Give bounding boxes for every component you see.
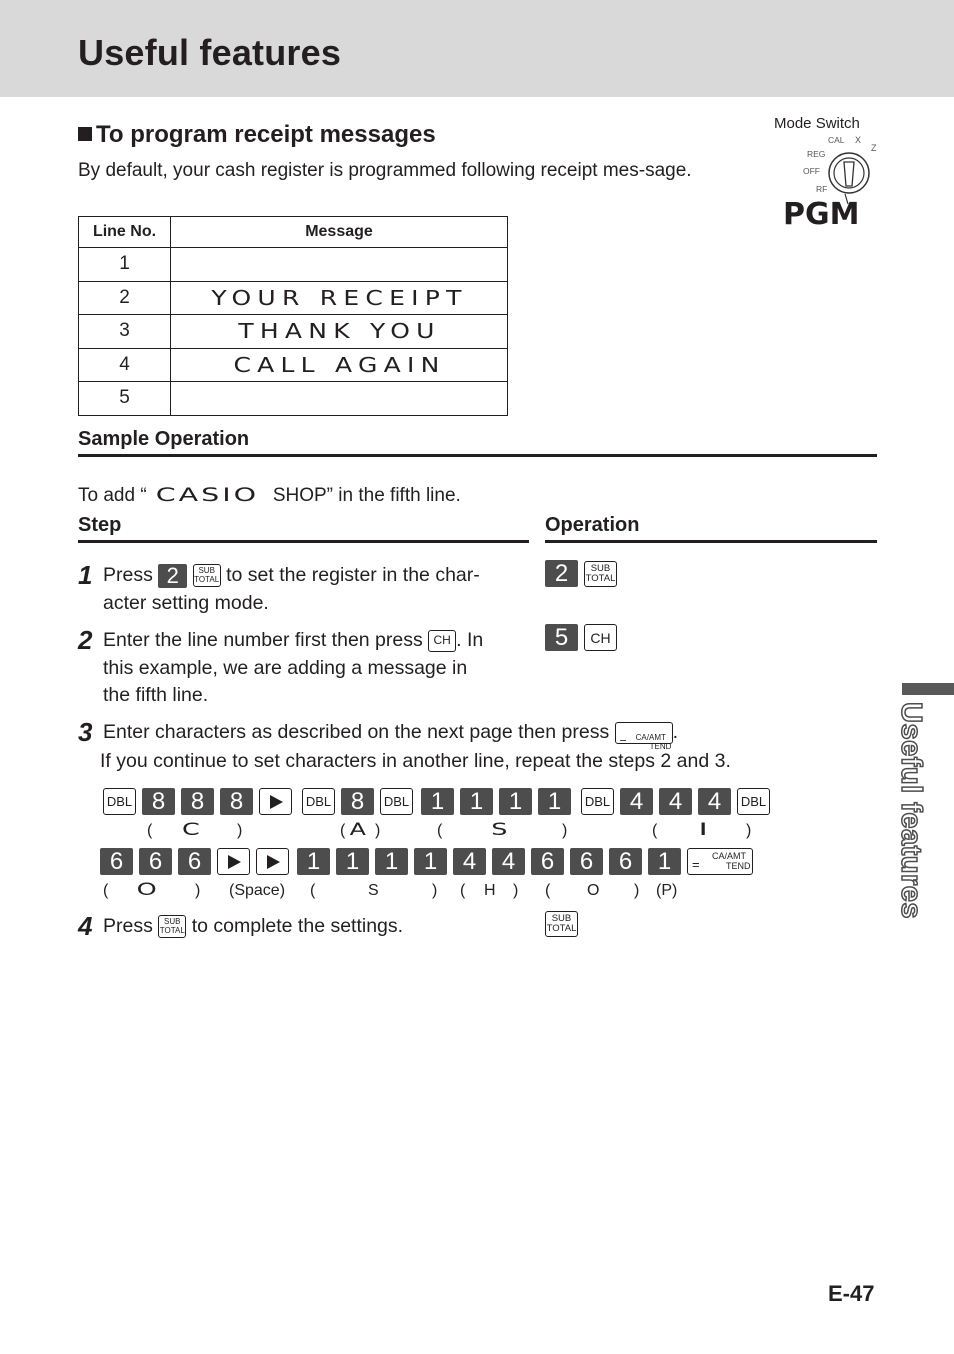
table-header-row — [79, 217, 508, 248]
table-row — [79, 248, 508, 282]
key-2: 2 — [545, 560, 578, 587]
side-tab-label: Useful features — [895, 702, 927, 920]
header-line-no: Line No. — [79, 217, 171, 248]
key-6: 6 — [139, 848, 172, 875]
key-1: 1 — [414, 848, 447, 875]
pos-rf: RF — [816, 184, 828, 194]
key-5: 5 — [545, 624, 578, 651]
step-number: 1 — [78, 560, 93, 590]
line-no: 5 — [79, 382, 171, 416]
key-dbl: DBL — [302, 788, 335, 815]
key-dbl: DBL — [581, 788, 614, 815]
pos-x: X — [855, 135, 862, 145]
pos-z: Z — [871, 143, 877, 153]
key-4: 4 — [698, 788, 731, 815]
pgm-label: PGM — [783, 197, 860, 232]
right-arrow-key-icon — [217, 848, 250, 875]
receipt-message-table — [78, 216, 508, 416]
line-no: 2 — [79, 281, 171, 315]
step-number: 4 — [78, 911, 93, 941]
key-4: 4 — [492, 848, 525, 875]
page-header — [0, 0, 954, 97]
key-6: 6 — [178, 848, 211, 875]
step-2-operation — [545, 624, 617, 651]
mode-switch-dial-icon — [768, 114, 878, 234]
key-dbl: DBL — [737, 788, 770, 815]
section-title: To program receipt messages — [78, 121, 436, 149]
key-6: 6 — [570, 848, 603, 875]
operation-header: Operation — [545, 514, 640, 536]
page-number: E-47 — [828, 1281, 875, 1306]
key-4: 4 — [659, 788, 692, 815]
intro-text: By default, your cash register is programmed following receipt mes-sage. — [78, 160, 692, 181]
key-1: 1 — [336, 848, 369, 875]
right-arrow-key-icon — [259, 788, 292, 815]
pos-reg: REG — [807, 149, 826, 159]
key-1: 1 — [460, 788, 493, 815]
key-8: 8 — [142, 788, 175, 815]
message: YOUR RECEIPT — [128, 281, 549, 315]
sample-operation-title: Sample Operation — [78, 428, 250, 450]
key-sequence-row-2 — [100, 848, 753, 875]
casio-logo-text: CASIO — [155, 484, 259, 506]
key-1: 1 — [297, 848, 330, 875]
step-4-operation — [545, 911, 578, 937]
message — [128, 382, 549, 416]
step-4-text: Press SUB TOTAL to complete the settings. — [103, 915, 404, 937]
mode-switch-label: Mode Switch — [774, 115, 860, 132]
step-header: Step — [78, 514, 122, 536]
to-add-text: To add “ CASIO SHOP” in the fifth line. — [78, 484, 461, 506]
key-8: 8 — [181, 788, 214, 815]
key-ch: CH — [428, 630, 456, 652]
table-row — [79, 315, 508, 349]
key-4: 4 — [620, 788, 653, 815]
message — [128, 248, 549, 282]
line-no: 3 — [79, 315, 171, 349]
step-1-text: Press 2 SUB TOTAL to set the register in the char- acter setting mode. — [103, 563, 480, 614]
key-6: 6 — [531, 848, 564, 875]
right-arrow-key-icon — [256, 848, 289, 875]
key-8: 8 — [341, 788, 374, 815]
header-message: Message — [171, 217, 508, 248]
key-sequence-row-1 — [103, 788, 770, 815]
message: CALL AGAIN — [128, 348, 549, 382]
step-3-text: Enter characters as described on the next page then press = CA/AMT TEND . — [103, 721, 679, 751]
key-1: 1 — [499, 788, 532, 815]
key-ch: CH — [584, 624, 617, 651]
bullet-square-icon — [78, 127, 92, 141]
key-1: 1 — [421, 788, 454, 815]
key-subtotal: SUB TOTAL — [584, 561, 617, 587]
key-subtotal: SUB TOTAL — [193, 564, 221, 587]
key-dbl: DBL — [103, 788, 136, 815]
table-row — [79, 281, 508, 315]
mode-switch-figure — [768, 114, 878, 234]
key-4: 4 — [453, 848, 486, 875]
key-6: 6 — [100, 848, 133, 875]
key-1: 1 — [375, 848, 408, 875]
key-2: 2 — [158, 564, 187, 588]
message: THANK YOU — [128, 315, 549, 349]
key-8: 8 — [220, 788, 253, 815]
pos-cal: CAL — [828, 135, 845, 145]
pos-off: OFF — [803, 166, 820, 176]
divider — [78, 454, 877, 457]
line-no: 4 — [79, 348, 171, 382]
step-3-note: If you continue to set characters in another line, repeat the steps 2 and 3. — [100, 750, 731, 772]
key-1: 1 — [538, 788, 571, 815]
key-dbl: DBL — [380, 788, 413, 815]
step-number: 3 — [78, 717, 93, 747]
page-title: Useful features — [78, 32, 342, 73]
key-subtotal: SUB TOTAL — [158, 915, 186, 938]
table-row — [79, 348, 508, 382]
divider — [78, 540, 529, 543]
step-2-text: Enter the line number first then press CH . In this example, we are adding a message in the fifth line. — [103, 629, 484, 706]
step-number: 2 — [78, 625, 93, 655]
side-tab-bar — [902, 683, 954, 695]
divider — [545, 540, 877, 543]
key-1: 1 — [648, 848, 681, 875]
key-6: 6 — [609, 848, 642, 875]
step-1-operation — [545, 560, 617, 587]
table-row — [79, 382, 508, 416]
line-no: 1 — [79, 248, 171, 282]
key-ca-amt-tend: = CA/AMT TEND — [687, 848, 753, 875]
key-subtotal: SUB TOTAL — [545, 911, 578, 937]
key-ca-amt-tend: = CA/AMT TEND — [615, 722, 673, 744]
